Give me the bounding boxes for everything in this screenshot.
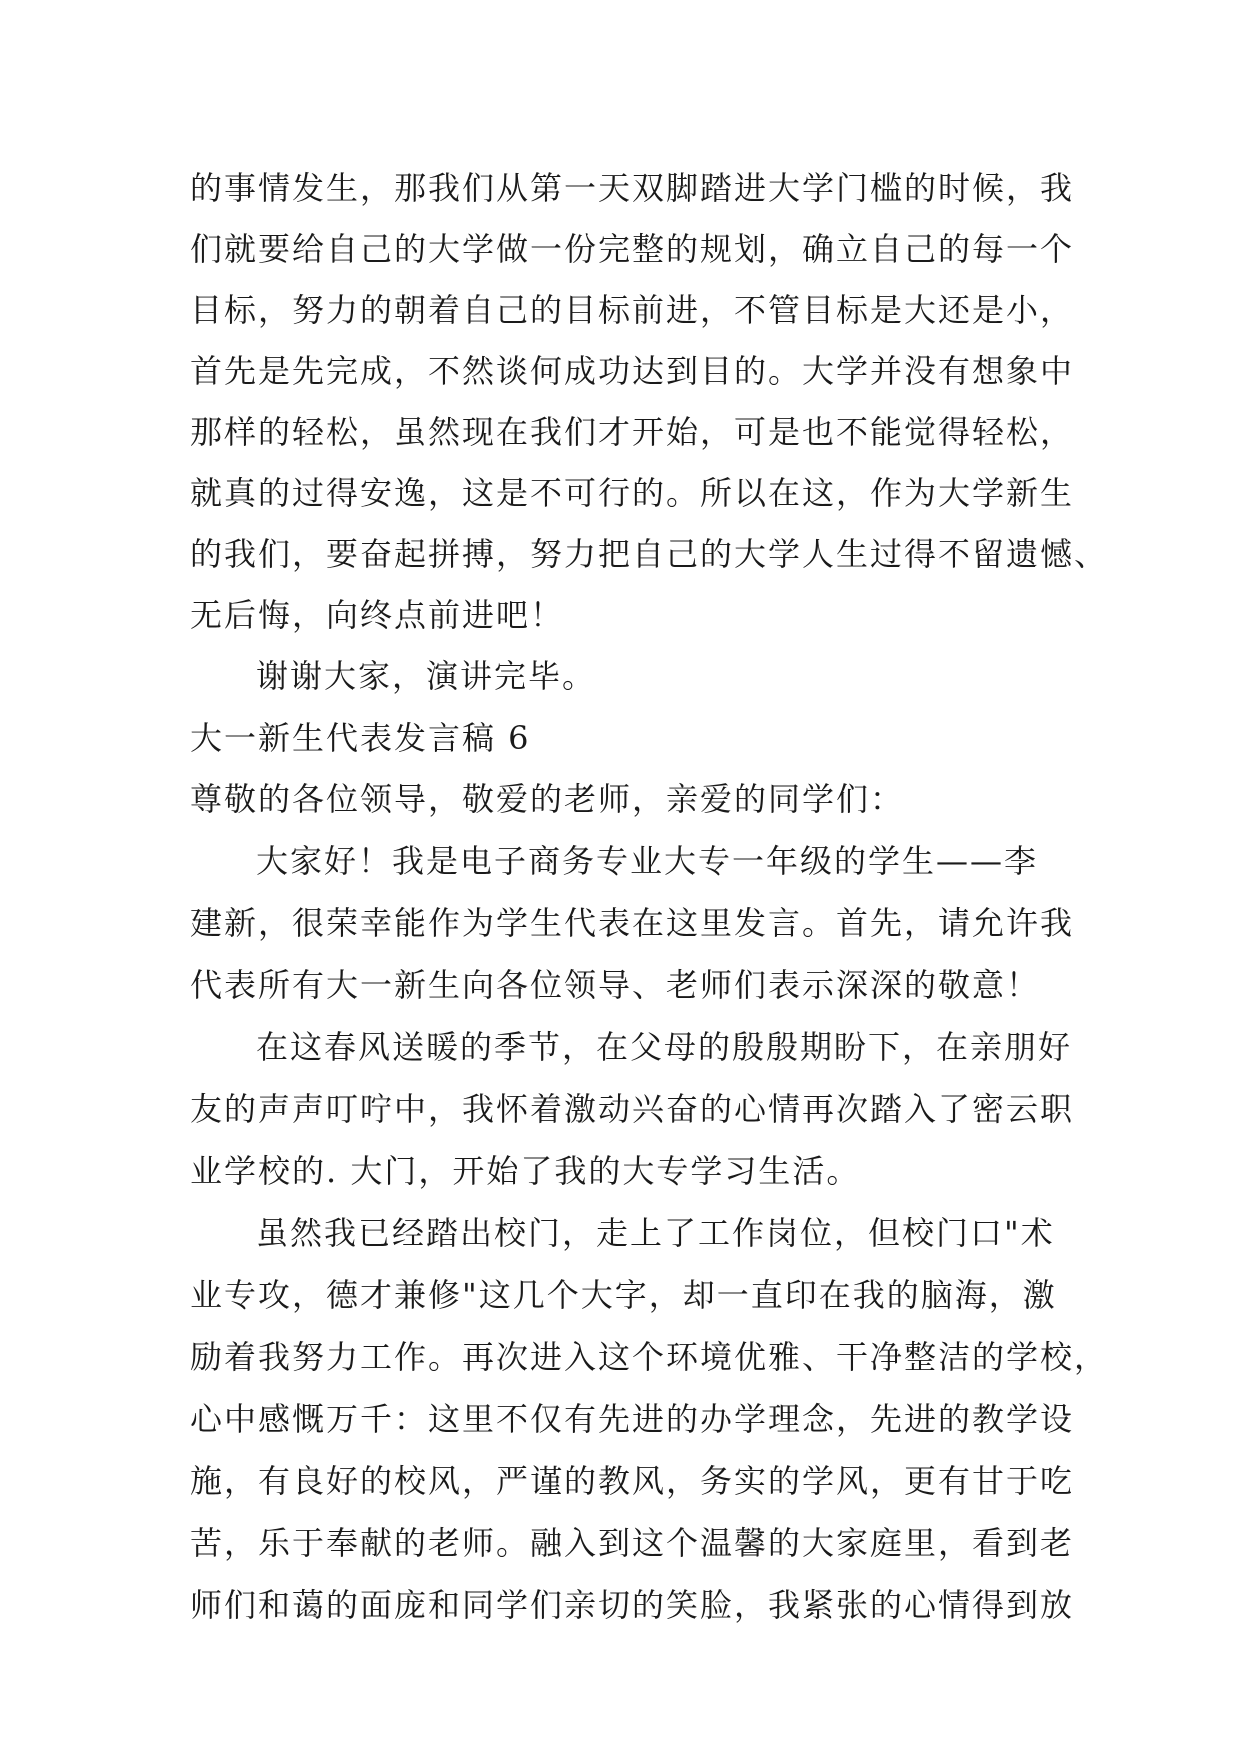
paragraph-line: 那样的轻松，虽然现在我们才开始，可是也不能觉得轻松， bbox=[190, 413, 1075, 451]
section-title: 大一新生代表发言稿 6 bbox=[190, 719, 531, 757]
paragraph-line: 就真的过得安逸，这是不可行的。所以在这，作为大学新生 bbox=[190, 474, 1075, 512]
paragraph-line: 虽然我已经踏出校门，走上了工作岗位，但校门口"术 bbox=[256, 1214, 1055, 1252]
salutation: 尊敬的各位领导，敬爱的老师，亲爱的同学们： bbox=[190, 780, 905, 818]
paragraph-line: 的我们，要奋起拼搏，努力把自己的大学人生过得不留遗憾、 bbox=[190, 535, 1109, 573]
paragraph-line: 施，有良好的校风，严谨的教风，务实的学风，更有甘于吃 bbox=[190, 1462, 1075, 1500]
paragraph-line: 在这春风送暖的季节，在父母的殷殷期盼下，在亲朋好 bbox=[256, 1028, 1073, 1066]
paragraph-line: 业专攻，德才兼修"这几个大字，却一直印在我的脑海，激 bbox=[190, 1276, 1057, 1314]
paragraph-line: 建新，很荣幸能作为学生代表在这里发言。首先，请允许我 bbox=[190, 904, 1075, 942]
paragraph-line: 心中感慨万千：这里不仅有先进的办学理念，先进的教学设 bbox=[190, 1400, 1075, 1438]
paragraph-line: 友的声声叮咛中，我怀着激动兴奋的心情再次踏入了密云职 bbox=[190, 1090, 1075, 1128]
paragraph-line: 代表所有大一新生向各位领导、老师们表示深深的敬意！ bbox=[190, 966, 1041, 1004]
paragraph-line: 师们和蔼的面庞和同学们亲切的笑脸，我紧张的心情得到放 bbox=[190, 1586, 1075, 1624]
paragraph-line: 业学校的. 大门，开始了我的大专学习生活。 bbox=[190, 1152, 861, 1190]
paragraph-line: 目标，努力的朝着自己的目标前进，不管目标是大还是小， bbox=[190, 291, 1075, 329]
paragraph-line: 无后悔，向终点前进吧！ bbox=[190, 596, 565, 634]
paragraph-line: 大家好！我是电子商务专业大专一年级的学生——李 bbox=[256, 842, 1039, 880]
paragraph-line: 励着我努力工作。再次进入这个环境优雅、干净整洁的学校， bbox=[190, 1338, 1109, 1376]
paragraph-line: 们就要给自己的大学做一份完整的规划，确立自己的每一个 bbox=[190, 230, 1075, 268]
paragraph-line: 首先是先完成，不然谈何成功达到目的。大学并没有想象中 bbox=[190, 352, 1075, 390]
paragraph-line: 苦，乐于奉献的老师。融入到这个温馨的大家庭里，看到老 bbox=[190, 1524, 1075, 1562]
paragraph-line: 谢谢大家，演讲完毕。 bbox=[256, 657, 597, 695]
paragraph-line: 的事情发生，那我们从第一天双脚踏进大学门槛的时候，我 bbox=[190, 169, 1075, 207]
